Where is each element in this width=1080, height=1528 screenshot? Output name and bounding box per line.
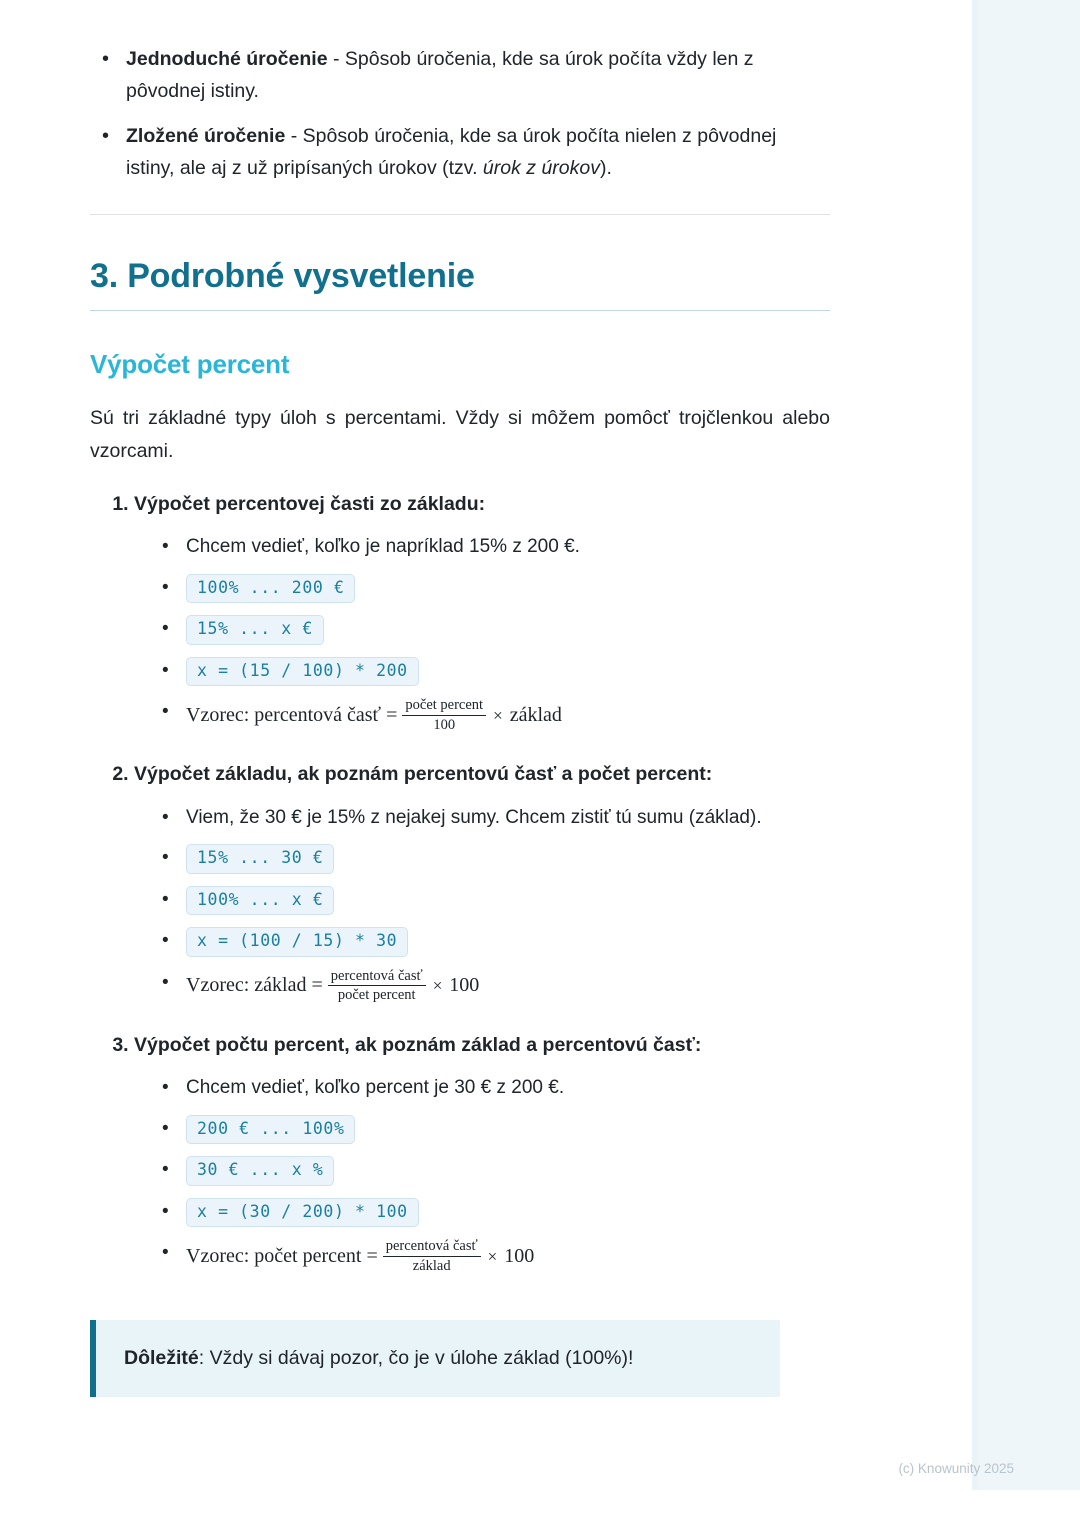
fraction-numerator: počet percent (402, 697, 486, 716)
formula-label: Vzorec: percentová časť = (186, 703, 398, 726)
fraction (328, 968, 426, 1004)
list-item (134, 760, 830, 1005)
formula (186, 697, 562, 733)
task-description: Chcem vedieť, koľko percent je 30 € z 200 €. (186, 1077, 565, 1099)
list-item (156, 698, 830, 734)
watermark: (c) Knowunity 2025 (898, 1461, 1014, 1476)
code-chip: 30 € ... x % (186, 1156, 334, 1186)
formula-tail: základ (509, 703, 562, 726)
page-side-band (972, 0, 1080, 1490)
list-item (156, 1198, 830, 1228)
list-item (156, 886, 830, 916)
task-detail-list (134, 533, 830, 734)
list-item (156, 657, 830, 687)
formula-tail: 100 (449, 974, 480, 997)
code-chip: 15% ... 30 € (186, 844, 334, 874)
task-description: Viem, že 30 € je 15% z nejakej sumy. Chcem zistiť tú sumu (základ). (186, 806, 762, 828)
definition-text-italic: úrok z úrokov (482, 156, 600, 179)
section-divider (90, 214, 830, 215)
fraction-denominator: základ (412, 1257, 451, 1274)
numbered-task-list (90, 490, 830, 1276)
list-item (156, 844, 830, 874)
task-detail-list (134, 1074, 830, 1275)
definition-term: Jednoduché úročenie (126, 48, 328, 70)
page-side-band-inner (978, 0, 1080, 1490)
fraction-denominator: 100 (433, 716, 456, 733)
document-content (90, 44, 830, 1397)
definition-text-after: ). (599, 156, 612, 179)
code-chip: x = (15 / 100) * 200 (186, 657, 419, 687)
important-callout (90, 1320, 780, 1397)
list-item (156, 574, 830, 604)
list-item (156, 804, 830, 833)
fraction (402, 697, 486, 733)
code-chip: x = (100 / 15) * 30 (186, 927, 408, 957)
formula-label: Vzorec: základ = (186, 974, 323, 997)
page-title: 3. Podrobné vysvetlenie (90, 257, 475, 296)
multiplication-sign: × (493, 705, 503, 725)
definition-text: Spôsob úročenia, kde sa úrok počíta vždy len z pôvodnej istiny. (126, 48, 754, 102)
formula-label: Vzorec: počet percent = (186, 1245, 378, 1268)
code-chip: 100% ... x € (186, 886, 334, 916)
code-chip: 200 € ... 100% (186, 1115, 355, 1145)
fraction-numerator: percentová časť (383, 1238, 481, 1257)
list-item (156, 1239, 830, 1275)
formula-tail: 100 (504, 1245, 535, 1268)
task-heading: Výpočet počtu percent, ak poznám základ a percentovú časť: (134, 1034, 702, 1056)
list-item (156, 533, 830, 562)
formula (186, 1238, 535, 1274)
task-heading: Výpočet základu, ak poznám percentovú časť a počet percent: (134, 763, 713, 786)
task-detail-list (134, 804, 830, 1005)
subsection-title: Výpočet percent (90, 349, 290, 380)
intro-paragraph: Sú tri základné typy úloh s percentami. Vždy si môžem pomôcť trojčlenkou alebo vzorcami. (90, 407, 830, 463)
definition-text-before: Spôsob úročenia, kde sa úrok počíta nielen z pôvodnej istiny, ale aj z už pripísaných úrokov (tzv. (126, 125, 777, 179)
title-underline (90, 310, 830, 311)
code-chip: 15% ... x € (186, 615, 324, 645)
callout-body: : Vždy si dávaj pozor, čo je v úlohe základ (100%)! (198, 1346, 634, 1369)
intro-definition-list (90, 44, 830, 184)
list-item (156, 927, 830, 957)
list-item (156, 1156, 830, 1186)
fraction-denominator: počet percent (337, 987, 416, 1004)
callout-text (124, 1344, 754, 1373)
list-item (134, 1031, 830, 1276)
list-item (156, 1074, 830, 1103)
task-description: Chcem vedieť, koľko je napríklad 15% z 200 €. (186, 536, 580, 558)
code-chip: x = (30 / 200) * 100 (186, 1198, 419, 1228)
callout-label: Dôležité (124, 1346, 199, 1369)
definition-term: Zložené úročenie (126, 125, 286, 148)
list-item (156, 615, 830, 645)
fraction (383, 1238, 481, 1274)
list-item (156, 1115, 830, 1145)
list-item (90, 121, 830, 184)
definition-dash: - (285, 125, 303, 148)
list-item (134, 490, 830, 735)
multiplication-sign: × (487, 1247, 498, 1267)
definition-dash: - (327, 48, 345, 70)
code-chip: 100% ... 200 € (186, 574, 355, 604)
multiplication-sign: × (432, 976, 443, 996)
list-item (156, 969, 830, 1005)
list-item (90, 44, 830, 107)
task-heading: Výpočet percentovej časti zo základu: (134, 492, 486, 515)
formula (186, 967, 480, 1004)
fraction-numerator: percentová časť (328, 968, 426, 987)
